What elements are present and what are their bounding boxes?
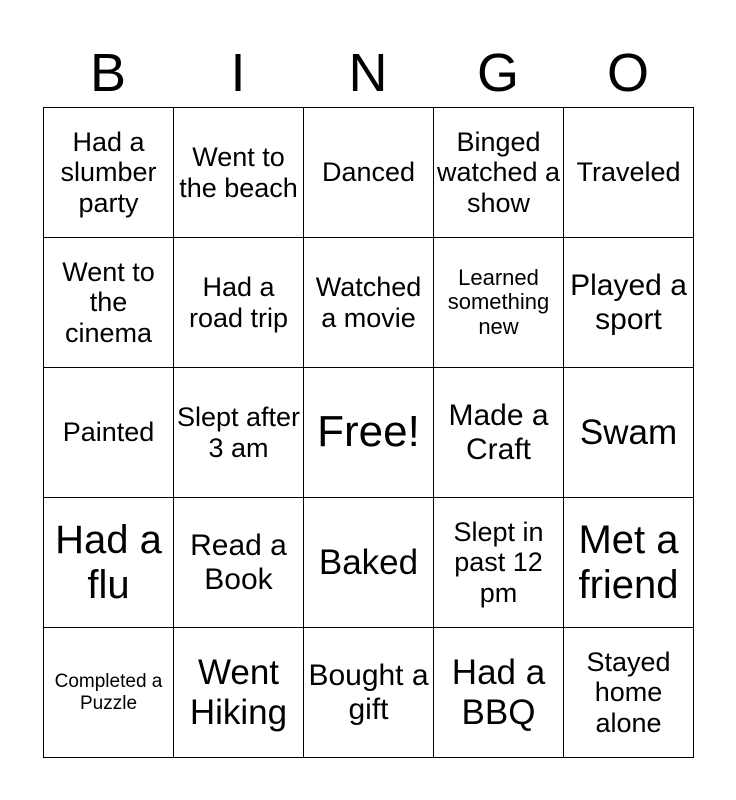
bingo-cell[interactable] <box>44 108 174 238</box>
cell-text: Had a slumber party <box>60 127 157 218</box>
free-space-cell[interactable] <box>304 368 434 498</box>
cell-text: Slept in past 12 pm <box>453 517 544 608</box>
header-letter-n: N <box>348 43 388 103</box>
header-letter-b: B <box>89 43 127 103</box>
header-letter-o: O <box>606 43 649 103</box>
header-letter-g: G <box>476 43 519 103</box>
bingo-cell[interactable] <box>44 498 174 628</box>
bingo-cell[interactable] <box>564 628 694 758</box>
bingo-cell[interactable] <box>304 108 434 238</box>
bingo-cell[interactable] <box>434 238 564 368</box>
cell-text: Went Hiking <box>189 653 288 732</box>
cell-text: Had a BBQ <box>451 653 546 732</box>
bingo-cell[interactable] <box>44 238 174 368</box>
bingo-cell[interactable] <box>434 628 564 758</box>
bingo-cell[interactable] <box>564 368 694 498</box>
bingo-cell[interactable] <box>174 368 304 498</box>
cell-text: Danced <box>321 157 416 188</box>
cell-text: Watched a movie <box>315 272 422 333</box>
cell-text: Swam <box>579 412 678 452</box>
cell-text: Went to the beach <box>179 142 298 203</box>
bingo-card-grid <box>43 107 694 758</box>
cell-text: Had a flu <box>55 517 162 607</box>
cell-text: Had a road trip <box>188 272 289 333</box>
bingo-cell[interactable] <box>44 368 174 498</box>
cell-text: Baked <box>318 542 419 582</box>
cell-text: Bought a gift <box>308 658 429 726</box>
bingo-cell[interactable] <box>304 628 434 758</box>
cell-text: Painted <box>62 417 155 448</box>
free-space-text: Free! <box>317 407 420 457</box>
cell-text: Stayed home alone <box>586 647 671 738</box>
bingo-cell[interactable] <box>174 498 304 628</box>
bingo-cell[interactable] <box>564 238 694 368</box>
cell-text: Played a sport <box>570 268 687 336</box>
bingo-cell[interactable] <box>564 498 694 628</box>
cell-text: Met a friend <box>578 517 679 607</box>
bingo-cell[interactable] <box>174 238 304 368</box>
bingo-cell[interactable] <box>44 628 174 758</box>
bingo-cell[interactable] <box>564 108 694 238</box>
cell-text: Traveled <box>576 157 681 188</box>
bingo-header <box>43 40 693 106</box>
cell-text: Learned something new <box>447 264 550 339</box>
cell-text: Completed a Puzzle <box>54 671 163 714</box>
cell-text: Slept after 3 am <box>176 402 301 463</box>
cell-text: Went to the cinema <box>62 257 155 348</box>
cell-text: Read a Book <box>190 528 287 596</box>
bingo-cell[interactable] <box>174 108 304 238</box>
cell-text: Made a Craft <box>448 398 549 466</box>
bingo-cell[interactable] <box>304 238 434 368</box>
header-letter-i: I <box>230 43 246 103</box>
bingo-cell[interactable] <box>434 368 564 498</box>
cell-text: Binged watched a show <box>436 127 561 218</box>
bingo-cell[interactable] <box>434 498 564 628</box>
bingo-cell[interactable] <box>174 628 304 758</box>
bingo-cell[interactable] <box>434 108 564 238</box>
bingo-cell[interactable] <box>304 498 434 628</box>
